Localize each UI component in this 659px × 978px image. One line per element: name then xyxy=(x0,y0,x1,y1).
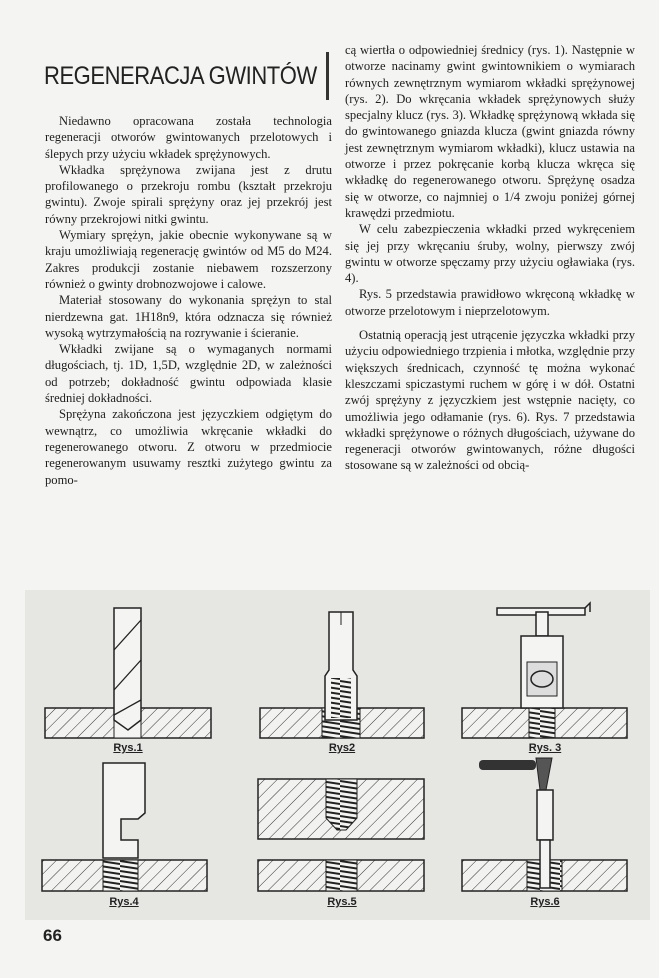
paragraph: Wkładka sprężynowa zwijana jest z drutu profilowanego o przekroju rombu (kształt przekroju gwintu). Zwoje spirali sprężyny oraz jej przekrój jest równy przekrojowi nitki gwintu. xyxy=(45,162,332,226)
figure-1-drill xyxy=(45,608,211,738)
figure-2-label: Rys2 xyxy=(328,742,356,754)
paragraph: Niedawno opracowana została technologia regeneracji otworów gwintowanych przelotowych i ślepych przy użyciu wkładek sprężynowych. xyxy=(45,114,332,161)
figure-6-tang-removal xyxy=(462,758,627,891)
paragraph: Wymiary sprężyn, jakie obecnie wykonywane są w kraju umożliwiają regenerację gwintów od M5 do M24. Zakres produkcji zostanie niebawem rozszerzony również o gwinty drobnozwojowe i calowe. xyxy=(45,228,332,291)
figure-2-tap xyxy=(260,612,424,738)
figure-3-label: Rys. 3 xyxy=(528,742,562,754)
article-title: REGENERACJA GWINTÓW xyxy=(44,62,317,90)
figure-4-upsetter xyxy=(42,763,207,891)
page-number: 66 xyxy=(43,926,62,945)
figure-1-label: Rys.1 xyxy=(113,742,143,754)
paragraph: Rys. 5 przedstawia prawidłowo wkręconą wkładkę w otworze przelotowym i nieprzelotowym. xyxy=(345,287,635,318)
paragraph: Materiał stosowany do wykonania sprężyn to stal nierdzewna gat. 1H18n9, która odznacza się również wysoką wytrzymałością na rozrywanie i ścieranie. xyxy=(45,293,332,340)
paragraph: Wkładki zwijane są o wymaganych normami długościach, tj. 1D, 1,5D, względnie 2D, w zależności od potrzeb; dokładność gwintu odpowiada klasie średniej dokładności. xyxy=(45,342,332,406)
paragraph: cą wiertła o odpowiedniej średnicy (rys. 1). Następnie w otworze nacinamy gwint gwintownikiem o wymiarach równych zewnętrznym wymiarom wkładki sprężynowej (rys. 2). Do wkręcania wkładek sprężynowych służy specjalny klucz (rys. 3). Wkładkę sprężynową wkłada się do gwintowanego gniazda klucza (gwint gniazda równy jest zewnętrznym wymiarom wkładki), klucz ustawia na otworze i przez pokręcanie korbą klucza wkręca się wkładkę do regenerowanego otworu. Sprężynę osadza się w otworze, co najmniej o 1/4 zwoju poniżej górnej krawędzi przedmiotu. xyxy=(345,43,635,220)
figure-6-label: Rys.6 xyxy=(530,896,560,908)
figure-5-installed-insert xyxy=(258,779,424,891)
figure-4-label: Rys.4 xyxy=(109,896,139,908)
paragraph: W celu zabezpieczenia wkładki przed wykręceniem się jej przy wkręcaniu śruby, wolny, pierwszy zwój gwintu w otworze spęczamy przy użyciu ogławiaka (rys. 4). xyxy=(345,222,635,286)
paragraph: Ostatnią operacją jest utrącenie języczka wkładki przy użyciu odpowiedniego trzpienia i młotka, względnie przy większych średnicach, czynność tę można wykonać kleszczami spiczastymi ruchem w górę i w dół. Ostatni zwój sprężyny z języczkiem jest wstępnie nacięty, co umożliwia jego odłamanie (rys. 6). Rys. 7 przedstawia wkładki sprężynowe o różnych długościach, używane do regeneracji otworów gwintowanych, różne długości stosowane są w zależności od obcią- xyxy=(345,328,635,473)
figure-5-label: Rys.5 xyxy=(327,896,357,908)
figure-3-key xyxy=(462,603,627,738)
paragraph: Sprężyna zakończona jest języczkiem odgiętym do wewnątrz, co umożliwia wkręcanie wkładki do regenerowanego otworu. Z otworu w przedmiocie regenerowanym usuwamy resztki zużytego gwintu za pomo- xyxy=(45,407,332,487)
